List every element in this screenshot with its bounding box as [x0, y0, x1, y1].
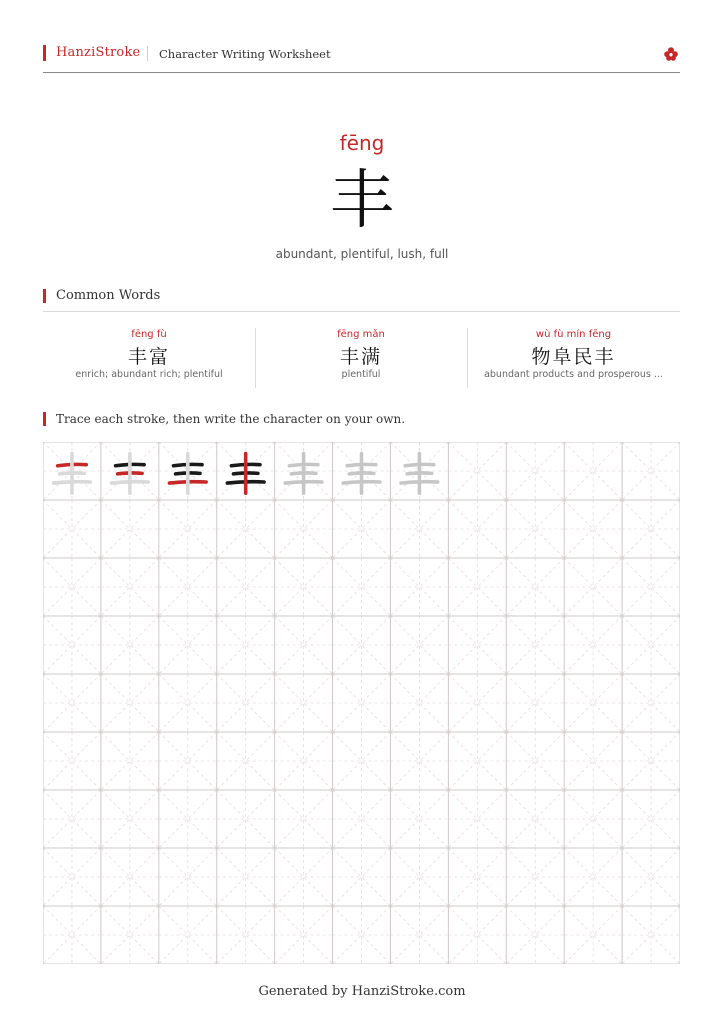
writing-cell[interactable]	[217, 616, 275, 674]
character-hanzi: 丰	[330, 164, 394, 238]
writing-cell[interactable]	[101, 500, 159, 558]
writing-cell[interactable]	[333, 732, 391, 790]
worksheet-subtitle: Character Writing Worksheet	[159, 47, 331, 61]
writing-cell[interactable]	[43, 674, 101, 732]
writing-cell[interactable]	[275, 616, 333, 674]
writing-cell[interactable]	[622, 558, 680, 616]
section-rule	[43, 311, 680, 312]
writing-cell[interactable]	[506, 616, 564, 674]
flower-icon	[663, 46, 679, 62]
writing-cell[interactable]	[333, 848, 391, 906]
brand-name[interactable]: HanziStroke	[56, 45, 141, 60]
word-hanzi: 丰富	[127, 346, 170, 368]
writing-cell[interactable]	[43, 732, 101, 790]
writing-cell[interactable]	[448, 906, 506, 964]
writing-cell[interactable]	[333, 616, 391, 674]
writing-cell[interactable]	[390, 732, 448, 790]
writing-cell[interactable]	[275, 848, 333, 906]
word-meaning: abundant products and prosperous ...	[484, 369, 663, 380]
writing-cell[interactable]	[622, 616, 680, 674]
writing-cell[interactable]	[622, 790, 680, 848]
writing-cell[interactable]	[43, 906, 101, 964]
writing-cell[interactable]	[43, 790, 101, 848]
writing-cell[interactable]	[333, 558, 391, 616]
character-pinyin: fēng	[339, 131, 385, 155]
writing-cell[interactable]	[390, 616, 448, 674]
section-title: Common Words	[56, 288, 161, 303]
header-divider	[147, 46, 148, 61]
writing-cell[interactable]	[564, 442, 622, 500]
writing-cell[interactable]	[390, 558, 448, 616]
word-hanzi: 丰满	[339, 346, 382, 368]
writing-cell[interactable]	[390, 790, 448, 848]
writing-cell[interactable]	[275, 500, 333, 558]
word-meaning: plentiful	[341, 369, 381, 380]
writing-cell[interactable]	[390, 674, 448, 732]
writing-cell[interactable]	[506, 558, 564, 616]
instruction-text: Trace each stroke, then write the character on your own.	[56, 412, 406, 426]
writing-cell[interactable]	[564, 616, 622, 674]
writing-cell[interactable]	[101, 674, 159, 732]
writing-cell[interactable]	[506, 906, 564, 964]
writing-cell[interactable]	[333, 500, 391, 558]
writing-cell[interactable]	[448, 558, 506, 616]
writing-cell[interactable]	[506, 674, 564, 732]
word-pinyin: fēng mǎn	[337, 329, 385, 340]
footer-credit: Generated by HanziStroke.com	[258, 984, 466, 999]
writing-cell[interactable]	[448, 442, 506, 500]
writing-cell[interactable]	[622, 442, 680, 500]
worksheet-header	[43, 44, 680, 64]
writing-cell[interactable]	[506, 500, 564, 558]
writing-cell[interactable]	[333, 674, 391, 732]
writing-cell[interactable]	[448, 616, 506, 674]
header-rule	[43, 72, 680, 73]
writing-cell[interactable]	[159, 616, 217, 674]
writing-cell[interactable]	[217, 732, 275, 790]
writing-cell[interactable]	[390, 848, 448, 906]
section-accent-bar	[43, 412, 46, 426]
writing-cell[interactable]	[564, 790, 622, 848]
writing-cell[interactable]	[506, 848, 564, 906]
writing-cell[interactable]	[43, 616, 101, 674]
writing-cell[interactable]	[159, 790, 217, 848]
writing-cell[interactable]	[217, 500, 275, 558]
writing-cell[interactable]	[333, 906, 391, 964]
writing-cell[interactable]	[448, 848, 506, 906]
writing-cell[interactable]	[564, 674, 622, 732]
writing-cell[interactable]	[43, 848, 101, 906]
writing-cell[interactable]	[448, 790, 506, 848]
writing-cell[interactable]	[622, 732, 680, 790]
writing-cell[interactable]	[275, 790, 333, 848]
brand-accent-bar	[43, 45, 46, 61]
writing-cell[interactable]	[390, 500, 448, 558]
word-hanzi: 物阜民丰	[531, 346, 616, 368]
writing-cell[interactable]	[448, 674, 506, 732]
writing-cell[interactable]	[159, 674, 217, 732]
writing-cell[interactable]	[622, 500, 680, 558]
writing-cell[interactable]	[159, 906, 217, 964]
writing-cell[interactable]	[333, 790, 391, 848]
writing-cell[interactable]	[275, 674, 333, 732]
writing-cell[interactable]	[101, 906, 159, 964]
word-pinyin: fēng fù	[131, 329, 167, 340]
word-pinyin: wù fù mín fēng	[535, 329, 612, 340]
word-meaning: enrich; abundant rich; plentiful	[75, 369, 223, 380]
writing-cell[interactable]	[622, 848, 680, 906]
writing-cell[interactable]	[506, 732, 564, 790]
section-accent-bar	[43, 289, 46, 303]
writing-cell[interactable]	[564, 906, 622, 964]
writing-cell[interactable]	[564, 732, 622, 790]
writing-cell[interactable]	[448, 732, 506, 790]
writing-cell[interactable]	[101, 848, 159, 906]
writing-cell[interactable]	[448, 500, 506, 558]
writing-cell[interactable]	[101, 616, 159, 674]
writing-cell[interactable]	[217, 674, 275, 732]
writing-cell[interactable]	[622, 906, 680, 964]
word-card	[255, 326, 467, 390]
writing-cell[interactable]	[101, 732, 159, 790]
writing-cell[interactable]	[622, 674, 680, 732]
common-words-list	[43, 326, 680, 390]
writing-cell[interactable]	[564, 848, 622, 906]
writing-cell[interactable]	[217, 558, 275, 616]
word-card	[467, 326, 680, 390]
writing-cell[interactable]	[159, 558, 217, 616]
writing-cell[interactable]	[217, 790, 275, 848]
writing-cell[interactable]	[217, 906, 275, 964]
writing-cell[interactable]	[564, 500, 622, 558]
writing-cell[interactable]	[43, 558, 101, 616]
writing-cell[interactable]	[101, 790, 159, 848]
writing-cell[interactable]	[101, 558, 159, 616]
character-meaning: abundant, plentiful, lush, full	[275, 247, 449, 261]
writing-cell[interactable]	[506, 790, 564, 848]
word-card	[43, 326, 255, 390]
writing-cell[interactable]	[390, 906, 448, 964]
writing-cell[interactable]	[275, 906, 333, 964]
writing-cell[interactable]	[159, 848, 217, 906]
writing-cell[interactable]	[159, 732, 217, 790]
writing-cell[interactable]	[275, 732, 333, 790]
writing-cell[interactable]	[159, 500, 217, 558]
writing-cell[interactable]	[43, 500, 101, 558]
writing-cell[interactable]	[275, 558, 333, 616]
writing-cell[interactable]	[217, 848, 275, 906]
practice-grid[interactable]	[43, 442, 680, 964]
writing-cell[interactable]	[564, 558, 622, 616]
writing-cell[interactable]	[506, 442, 564, 500]
